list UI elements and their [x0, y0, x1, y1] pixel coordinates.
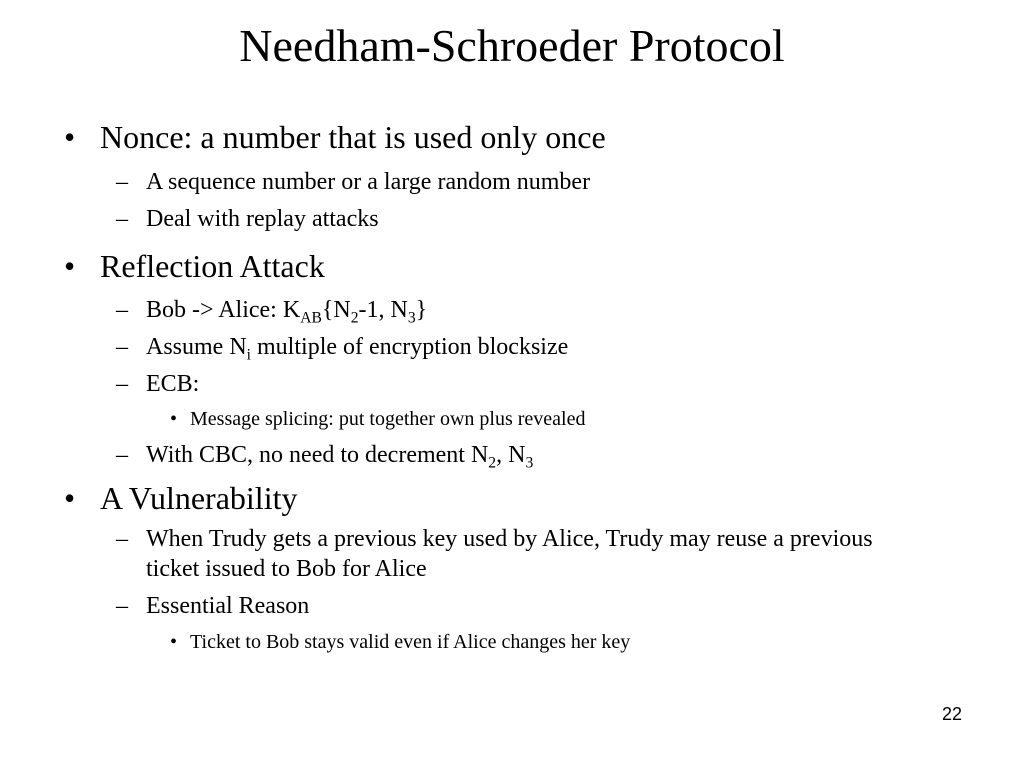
sub-bullet-trudy-reuse: [116, 524, 916, 584]
detail-text: Ticket to Bob stays valid even if Alice changes her key: [190, 631, 631, 653]
sub-bullet-text: A sequence number or a large random number: [146, 169, 591, 195]
dash-marker: –: [116, 442, 128, 468]
message-part: -1, N: [358, 297, 408, 323]
bullet-marker: •: [170, 631, 178, 653]
sub-bullet-text: ECB:: [146, 371, 200, 397]
dash-marker: –: [116, 526, 128, 552]
dash-marker: –: [116, 206, 128, 232]
bullet-vulnerability: [64, 478, 298, 518]
page-number: 22: [941, 704, 962, 724]
text-part: , N: [496, 442, 526, 468]
sub-bullet-text: When Trudy gets a previous key used by Alice, Trudy may reuse a previous ticket issued to Bob for Alice: [146, 526, 873, 582]
bullet-text: Reflection Attack: [100, 248, 325, 284]
dash-marker: –: [116, 169, 128, 195]
sub-bullet-cbc: [116, 440, 534, 472]
detail-text: Message splicing: put together own plus revealed: [190, 408, 586, 430]
bullet-reflection-attack: [64, 246, 325, 286]
sub-bullet-text: Essential Reason: [146, 593, 310, 619]
message-part: }: [415, 297, 428, 323]
dash-marker: –: [116, 371, 128, 397]
dash-marker: –: [116, 334, 128, 360]
detail-ticket-valid: [170, 629, 631, 655]
sub-bullet-replay-attacks: [116, 204, 379, 234]
nonce-subscript: 2: [488, 454, 497, 472]
text-prefix: With CBC, no need to decrement N: [146, 442, 489, 468]
sub-bullet-text: Deal with replay attacks: [146, 206, 379, 232]
sub-bullet-essential-reason: [116, 591, 310, 621]
bullet-nonce: [64, 117, 606, 157]
key-subscript: AB: [300, 309, 322, 327]
bullet-text: A Vulnerability: [100, 480, 298, 516]
bullet-marker: •: [64, 480, 76, 516]
bullet-text: Nonce: a number that is used only once: [100, 119, 606, 155]
message-part: {N: [321, 297, 351, 323]
message-prefix: Bob -> Alice: K: [146, 297, 301, 323]
sub-bullet-ecb: [116, 369, 200, 399]
sub-bullet-assume-ni: [116, 332, 569, 364]
bullet-marker: •: [170, 408, 178, 430]
nonce-subscript: 3: [525, 454, 534, 472]
sub-bullet-sequence-number: [116, 167, 591, 197]
nonce-subscript: 3: [407, 309, 416, 327]
detail-message-splicing: [170, 406, 586, 432]
bullet-marker: •: [64, 248, 76, 284]
nonce-subscript: 2: [350, 309, 359, 327]
bullet-marker: •: [64, 119, 76, 155]
index-subscript: i: [246, 346, 252, 364]
sub-bullet-bob-to-alice: [116, 295, 428, 327]
dash-marker: –: [116, 593, 128, 619]
slide-title: Needham-Schroeder Protocol: [239, 20, 785, 71]
text-suffix: multiple of encryption blocksize: [251, 334, 569, 360]
text-prefix: Assume N: [146, 334, 247, 360]
dash-marker: –: [116, 297, 128, 323]
